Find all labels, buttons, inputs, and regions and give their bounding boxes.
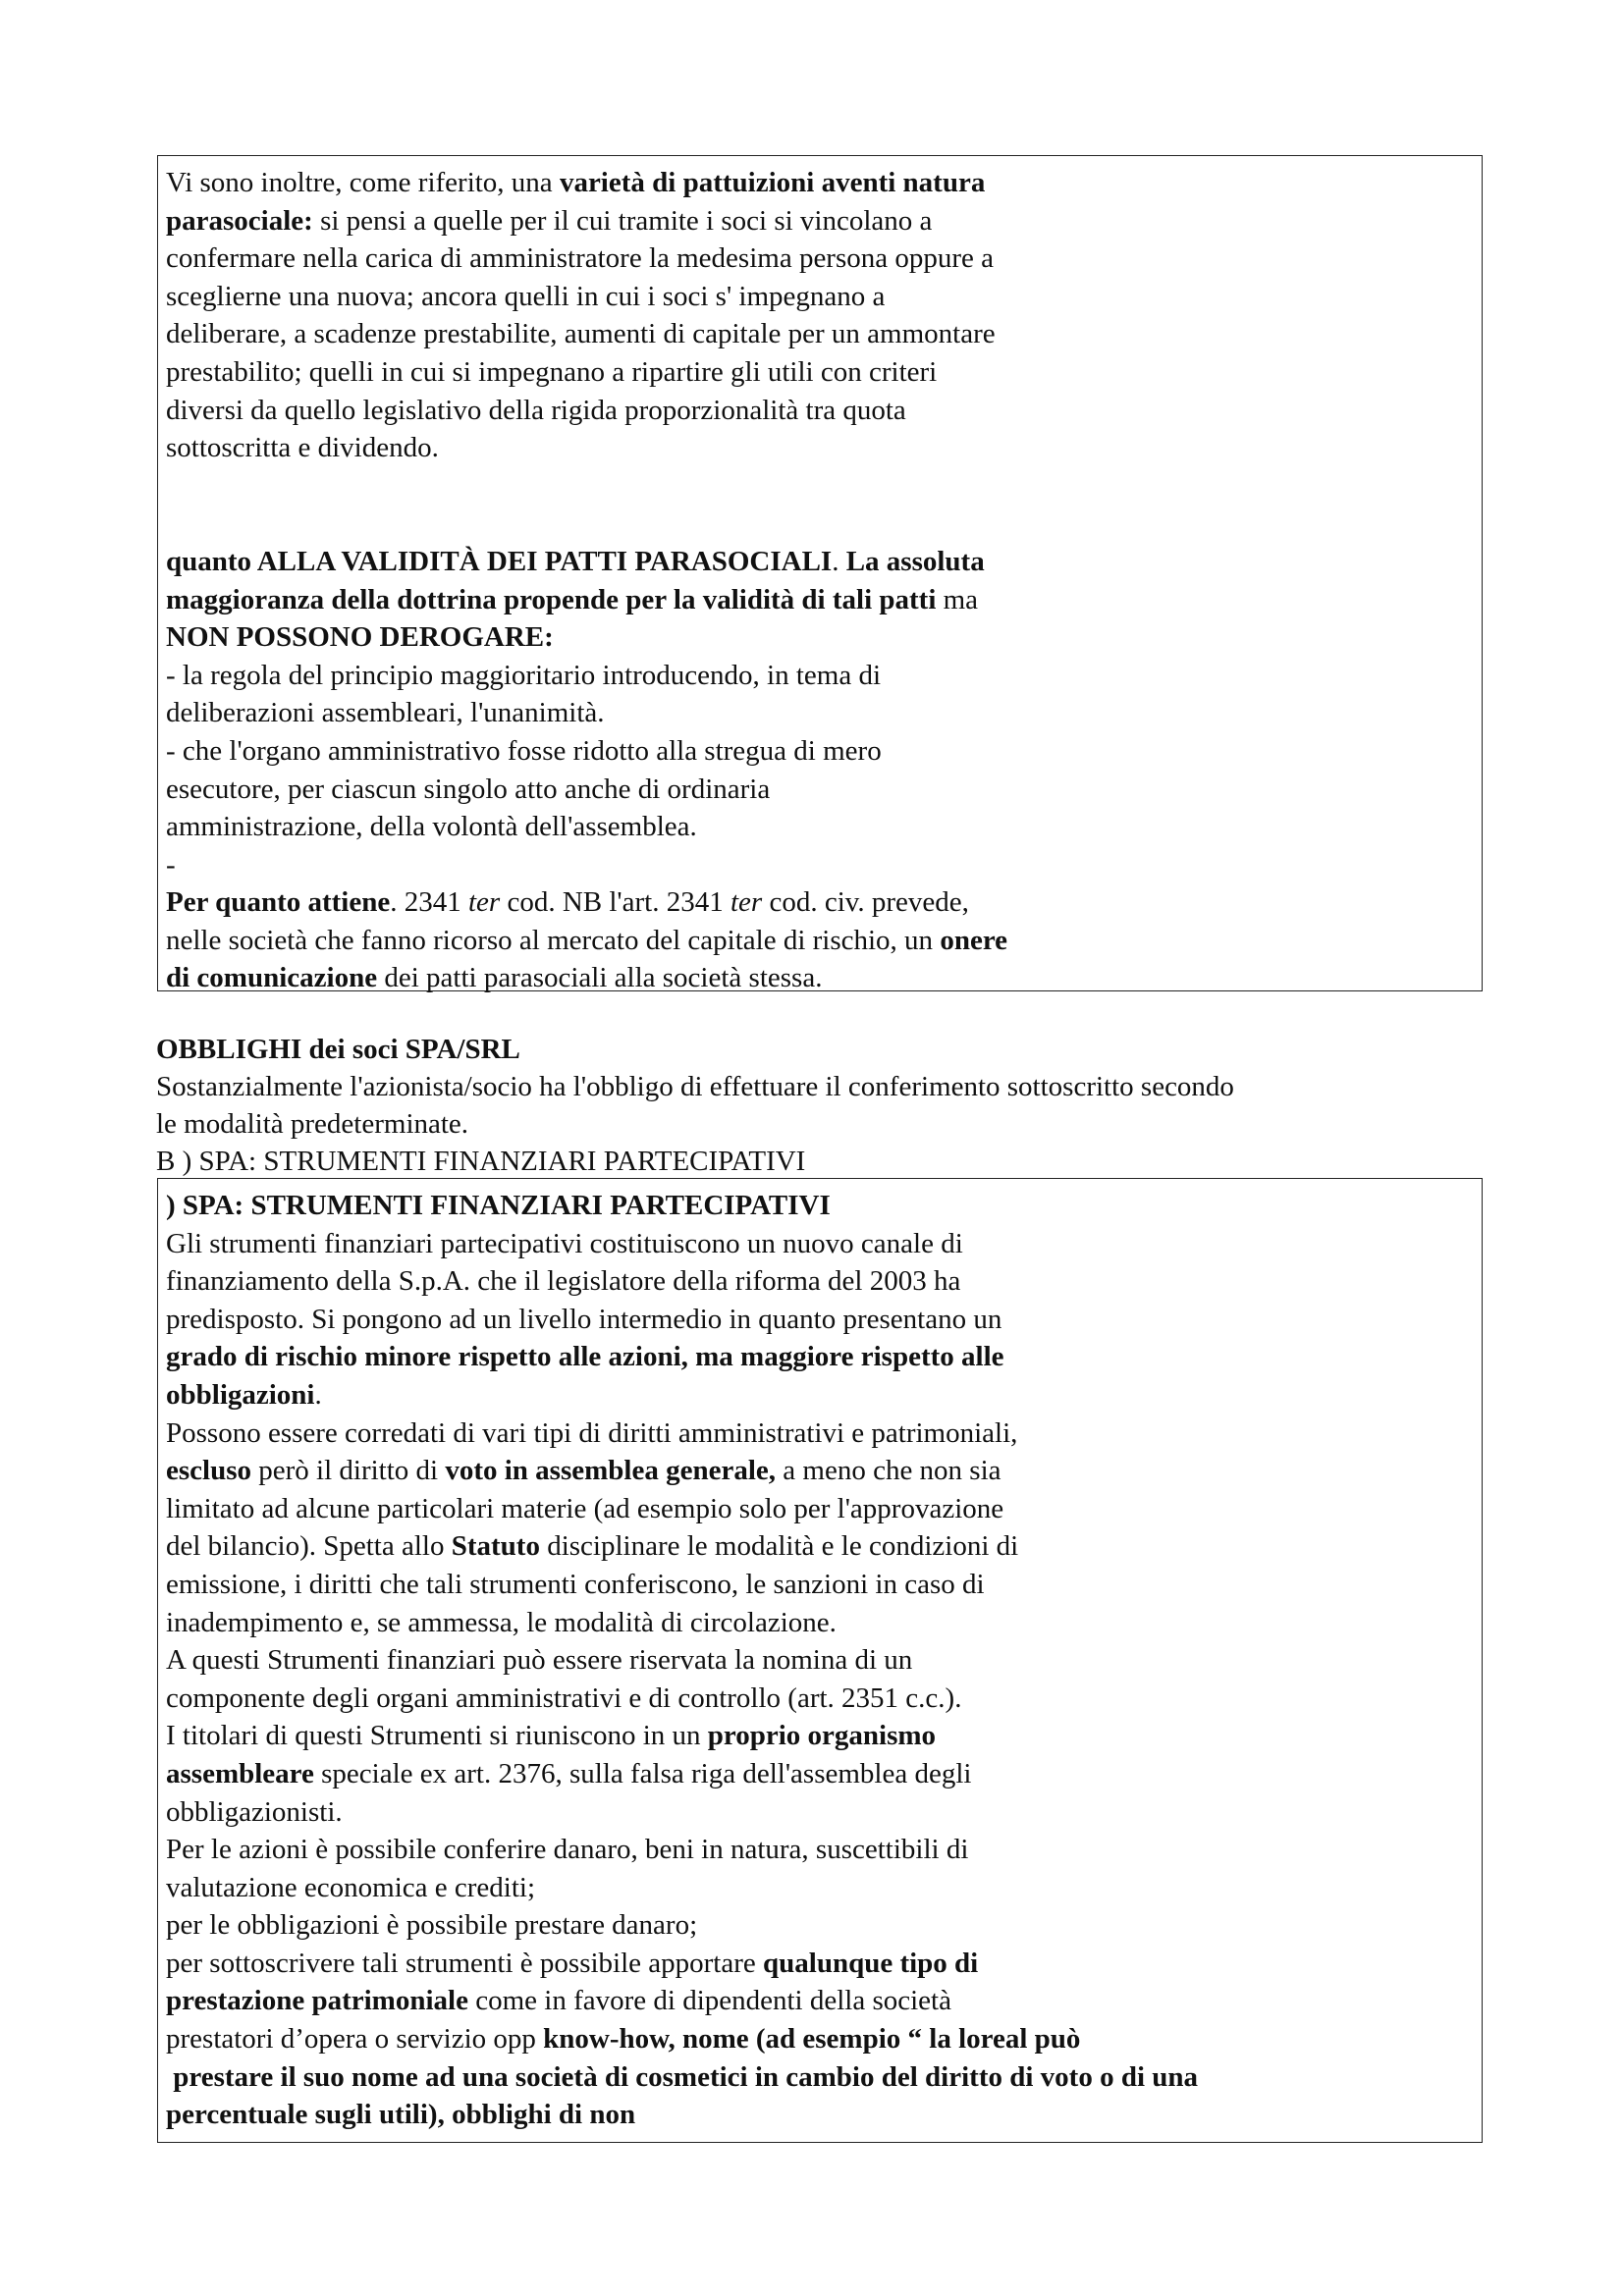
- text-line: deliberazioni assembleari, l'unanimità.: [166, 697, 605, 729]
- text-line: sceglierne una nuova; ancora quelli in cui i soci s' impegnano a: [166, 280, 886, 312]
- text-line: obbligazionisti.: [166, 1795, 343, 1828]
- text-line: obbligazioni.: [166, 1378, 322, 1411]
- text-line: percentuale sugli utili), obblighi di non: [166, 2099, 636, 2131]
- text-line: prestazione patrimoniale come in favore di dipendenti della società: [166, 1985, 951, 2017]
- section-heading: OBBLIGHI dei soci SPA/SRL: [156, 1034, 520, 1065]
- section-heading: B ) SPA: STRUMENTI FINANZIARI PARTECIPATIVI: [156, 1146, 806, 1177]
- text-line: escluso però il diritto di voto in assemblea generale, a meno che non sia: [166, 1455, 1001, 1487]
- text-line: A questi Strumenti finanziari può essere riservata la nomina di un: [166, 1644, 913, 1677]
- text-line: prestatori d’opera o servizio opp know-how, nome (ad esempio “ la loreal può: [166, 2023, 1081, 2056]
- text-line: grado di rischio minore rispetto alle azioni, ma maggiore rispetto alle: [166, 1341, 1004, 1373]
- text-line: per sottoscrivere tali strumenti è possibile apportare qualunque tipo di: [166, 1947, 979, 1979]
- text-line: emissione, i diritti che tali strumenti conferiscono, le sanzioni in caso di: [166, 1568, 985, 1600]
- text-line: confermare nella carica di amministratore la medesima persona oppure a: [166, 242, 995, 275]
- text-box-parasocial-agreements: [157, 155, 1483, 994]
- text-line: diversi da quello legislativo della rigida proporzionalità tra quota: [166, 394, 906, 426]
- text-line: -: [166, 848, 176, 881]
- text-line: componente degli organi amministrativi e di controllo (art. 2351 c.c.).: [166, 1682, 962, 1714]
- text-line: per le obbligazioni è possibile prestare danaro;: [166, 1909, 698, 1942]
- text-line: Vi sono inoltre, come riferito, una varietà di pattuizioni aventi natura: [166, 167, 986, 198]
- text-line: prestare il suo nome ad una società di cosmetici in cambio del diritto di voto o di una: [166, 2060, 1199, 2093]
- text-line: inadempimento e, se ammessa, le modalità di circolazione.: [166, 1606, 837, 1638]
- text-line: prestabilito; quelli in cui si impegnano a ripartire gli utili con criteri: [166, 355, 938, 388]
- text-line: del bilancio). Spetta allo Statuto disciplinare le modalità e le condizioni di: [166, 1530, 1019, 1563]
- text-line: I titolari di questi Strumenti si riuniscono in un proprio organismo: [166, 1720, 937, 1752]
- text-line: parasociale: si pensi a quelle per il cui tramite i soci si vincolano a: [166, 204, 933, 237]
- text-line: Per quanto attiene. 2341 ter cod. NB l'art. 2341 ter cod. civ. prevede,: [166, 886, 969, 919]
- text-line: deliberare, a scadenze prestabilite, aumenti di capitale per un ammontare: [166, 318, 996, 350]
- text-line: - la regola del principio maggioritario introducendo, in tema di: [166, 659, 882, 691]
- text-line: nelle società che fanno ricorso al mercato del capitale di rischio, un onere: [166, 924, 1008, 956]
- text-line: finanziamento della S.p.A. che il legislatore della riforma del 2003 ha: [166, 1265, 961, 1298]
- text-line: NON POSSONO DEROGARE:: [166, 621, 554, 654]
- text-line: quanto ALLA VALIDITÀ DEI PATTI PARASOCIALI. La assoluta: [166, 545, 985, 577]
- box-heading: ) SPA: STRUMENTI FINANZIARI PARTECIPATIVI: [166, 1190, 831, 1221]
- text-line: - che l'organo amministrativo fosse ridotto alla stregua di mero: [166, 734, 882, 767]
- text-line: Possono essere corredati di vari tipi di diritti amministrativi e patrimoniali,: [166, 1416, 1018, 1449]
- text-line: Sostanzialmente l'azionista/socio ha l'obbligo di effettuare il conferimento sottoscritto secondo: [156, 1071, 1234, 1102]
- text-line: amministrazione, della volontà dell'assemblea.: [166, 811, 697, 843]
- text-line: sottoscritta e dividendo.: [166, 432, 439, 464]
- text-box-financial-instruments: [157, 1178, 1483, 2143]
- text-line: predisposto. Si pongono ad un livello intermedio in quanto presentano un: [166, 1303, 1002, 1335]
- text-line: assembleare speciale ex art. 2376, sulla falsa riga dell'assemblea degli: [166, 1757, 972, 1789]
- text-line: di comunicazione dei patti parasociali alla società stessa.: [166, 962, 823, 994]
- text-line: maggioranza della dottrina propende per la validità di tali patti ma: [166, 583, 979, 615]
- text-line: limitato ad alcune particolari materie (ad esempio solo per l'approvazione: [166, 1492, 1004, 1524]
- text-line: valutazione economica e crediti;: [166, 1871, 536, 1903]
- text-line: Per le azioni è possibile conferire danaro, beni in natura, suscettibili di: [166, 1834, 969, 1866]
- text-line: le modalità predeterminate.: [156, 1108, 469, 1140]
- text-line: esecutore, per ciascun singolo atto anche di ordinaria: [166, 773, 771, 805]
- text-line: Gli strumenti finanziari partecipativi costituiscono un nuovo canale di: [166, 1227, 963, 1259]
